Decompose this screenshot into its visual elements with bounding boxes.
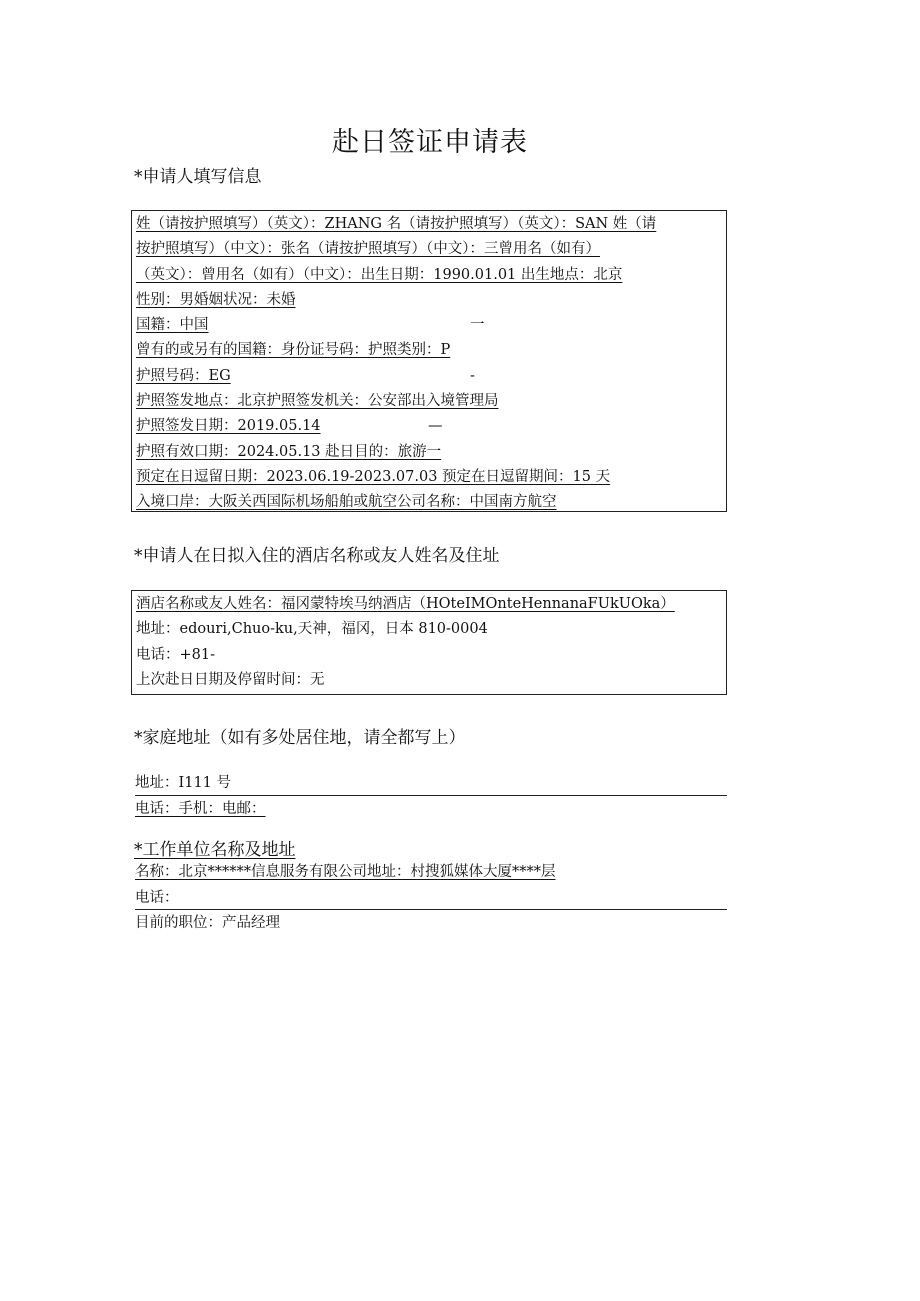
form-line: [136, 465, 726, 490]
stay-dates: 预定在日逗留日期：2023.06.19-2023.07.03 预定在日逗留期间：15 天: [136, 468, 611, 485]
page-title: 赴日签证申请表: [332, 127, 528, 158]
trail-mark: —: [428, 418, 443, 435]
entry-port-airline: 入境口岸：大阪关西国际机场船舶或航空公司名称：中国南方航空: [136, 494, 557, 511]
employer-name-address: 名称：北京******信息服务有限公司地址：村搜狐媒体大厦****层: [135, 864, 556, 880]
section-hotel-heading: *申请人在日拟入住的酒店名称或友人姓名及住址: [134, 546, 500, 566]
form-line: [136, 389, 726, 414]
home-contact: 电话：手机：电邮：: [135, 801, 266, 817]
form-line: （英文）：曾用名（如有）（中文）：出生日期：1990.01.01 出生地点：北京: [136, 266, 623, 283]
employer-phone: 电话：: [135, 890, 179, 906]
job-position: 目前的职位：产品经理: [135, 915, 280, 931]
form-line: [136, 364, 726, 389]
section-employer-heading: *工作单位名称及地址: [134, 840, 296, 860]
form-line: [136, 288, 726, 313]
form-line: 按护照填写）（中文）：张名（请按护照填写）（中文）：三曾用名（如有）: [136, 241, 600, 258]
form-line: [136, 490, 726, 515]
section-applicant-info-heading: *申请人填写信息: [134, 167, 262, 187]
home-address: 地址：I111 号: [135, 775, 232, 791]
form-line: [136, 440, 726, 465]
hotel-name: 酒店名称或友人姓名：福冈蒙特埃马纳酒店（HOteIMOnteHennanaFUkUOka）: [136, 596, 675, 612]
passport-issue-place: 护照签发地点：北京护照签发机关：公安部出入境管理局: [136, 393, 499, 410]
form-line: [136, 414, 726, 439]
nationality: 国籍：中国: [136, 317, 209, 334]
form-line: [136, 338, 726, 363]
id-passport-type: 曾有的或另有的国籍：身份证号码：护照类别：P: [136, 342, 451, 359]
passport-issue-date: 护照签发日期：2019.05.14: [136, 418, 321, 435]
form-line: [136, 592, 726, 617]
gender-marital-status: 性别：男婚姻状况：未婚: [136, 291, 296, 308]
trail-mark: 一: [470, 317, 485, 334]
section-home-address-heading: *家庭地址（如有多处居住地，请全都写上）: [134, 728, 466, 748]
passport-number: 护照号码：EG: [136, 367, 231, 384]
form-line: 电话：+81-: [136, 646, 215, 663]
hotel-info-box: [131, 590, 727, 695]
divider: [135, 909, 727, 910]
trail-mark: -: [470, 367, 475, 384]
form-line: 姓（请按护照填写）（英文）：ZHANG 名（请按护照填写）（英文）：SAN 姓（请: [136, 216, 657, 232]
form-line: 地址：edouri,Chuo-ku,天神，福冈，日本 810-0004: [136, 621, 488, 638]
form-line: [136, 313, 726, 338]
applicant-info-box: [131, 210, 727, 512]
passport-expiry-purpose: 护照有效口期：2024.05.13 赴日目的：旅游一: [136, 443, 442, 460]
divider: [135, 795, 727, 796]
form-line: 上次赴日日期及停留时间：无: [136, 671, 325, 688]
